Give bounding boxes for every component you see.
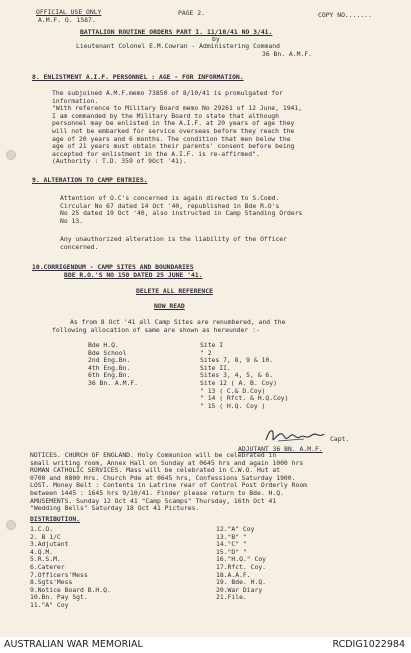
distribution-item: 19. Bde. H.Q.	[216, 578, 267, 587]
camp-unit: 4th Eng.Bn.	[88, 363, 131, 372]
section-8-heading: 8. ENLISTMENT A.I.F. PERSONNEL : AGE - FOR INFORMATION.	[32, 73, 244, 81]
camp-unit: 6th Eng.Bn.	[88, 371, 131, 380]
section-8-body	[52, 90, 302, 166]
handwritten-signature	[264, 426, 326, 446]
distribution-item: 3.Adjutant	[30, 540, 69, 549]
distribution-item: 11."A" Coy	[30, 600, 69, 609]
distribution-item: 18.A.A.F.	[216, 570, 251, 579]
camp-site: " 13 ( C.& D.Coy)	[200, 386, 266, 395]
delete-instruction: DELETE ALL REFERENCE	[136, 287, 213, 295]
camp-unit: Bde School	[88, 348, 127, 357]
section-8-line: age of 20 years and 6 months. The condition that men below the	[52, 134, 291, 143]
archive-name: AUSTRALIAN WAR MEMORIAL	[4, 639, 143, 650]
notice-line: small writing room, Annex Hall on Sunday at 0645 hrs and again 1000 hrs	[30, 458, 304, 467]
distribution-item: 16."H.Q." Coy	[216, 555, 267, 564]
distribution-item: 20.War Diary	[216, 585, 263, 594]
section-8-line: personnel may be enlisted in the A.I.F. at 20 years of age they	[52, 119, 295, 128]
notices-block	[30, 452, 307, 513]
section-10-heading: 10.CORRIGENDUM - CAMP SITES AND BOUNDARIES	[32, 263, 194, 271]
commanding-officer: Lieutenant Colonel E.M.Cowran - Administering Command	[76, 42, 280, 50]
archive-footer	[0, 637, 411, 653]
camp-unit: Bde H.Q.	[88, 341, 119, 349]
distribution-item: 10.Bn. Pay Sgt.	[30, 593, 88, 602]
distribution-heading: DISTRIBUTION.	[30, 515, 81, 523]
header-classification: OFFICIAL USE ONLY	[36, 8, 102, 16]
section-8-line: accepted for enlistment in the A.I.F. is re-affirmed".	[52, 149, 260, 158]
distribution-item: 7.Officers'Mess	[30, 570, 88, 579]
distribution-item: 1.C.O.	[30, 525, 54, 533]
section-9-line: No 25 dated 19 Oct '40, also instructed in Camp Standing Orders	[60, 209, 303, 218]
section-9-liability: Any unauthorized alteration is the liability of the Officer	[60, 235, 288, 243]
orders-by: by	[212, 35, 220, 43]
distribution-item: 5.R.S.M.	[30, 555, 61, 564]
distribution-item: 13."B" "	[216, 532, 247, 541]
notice-line: AMUSEMENTS. Sunday 12 Oct 41 "Camp Scamps" Thursday, 16th Oct 41	[30, 496, 277, 505]
notice-line: NOTICES. CHURCH OF ENGLAND. Holy Communion will be celebrated in	[30, 451, 277, 459]
distribution-item: 4.Q.M.	[30, 547, 54, 556]
section-9-line: No 13.	[60, 216, 84, 225]
renumber-intro: As from 8 Oct '41 all Camp Sites are renumbered, and the	[70, 318, 286, 326]
signature-rank: Capt.	[330, 435, 350, 443]
camp-unit: 2nd Eng.Bn.	[88, 356, 131, 365]
camp-site: Sites 3, 4, 5, & 6.	[200, 371, 274, 380]
camp-site: Site 12 ( A. B. Coy)	[200, 378, 277, 387]
header-reference: A.M.F. O. 1587.	[38, 16, 96, 24]
camp-sites-list	[200, 342, 289, 410]
section-8-line: (Authority : T.D. 359 of 9Oct '41).	[52, 157, 187, 166]
section-8-line: I am commanded by the Military Board to state that although	[52, 111, 280, 120]
distribution-item: 12."A" Coy	[216, 525, 255, 533]
section-9-body	[60, 195, 302, 225]
section-9-line: Circular No 67 dated 14 Oct '40, republished in Bde R.O's	[60, 201, 280, 210]
distribution-item: 8.Sgts'Mess	[30, 578, 73, 587]
section-9-heading: 9. ALTERATION TO CAMP ENTRIES.	[32, 176, 148, 184]
distribution-item: 21.File.	[216, 593, 247, 602]
page-number: PAGE 2.	[178, 9, 205, 17]
section-9-concerned: concerned.	[60, 243, 99, 251]
renumber-intro-cont: following allocation of same are shown as hereunder :-	[52, 326, 260, 334]
camp-site: " 15 ( H.Q. Coy )	[200, 401, 266, 410]
distribution-item: 2. B 1/C	[30, 532, 61, 541]
copy-number: COPY NO.......	[318, 11, 372, 19]
section-9-line: Attention of O.C's concerned is again directed to S.Comd.	[60, 194, 280, 202]
camp-units-list	[88, 342, 138, 388]
distribution-item: 9.Notice Board B.H.Q.	[30, 585, 111, 594]
notice-line: 0700 and 0800 Hrs. Church Pde at 0645 hrs, Confessions Saturday 1900.	[30, 473, 296, 482]
section-10-subheading: BDE R.O.'S NO 150 DATED 25 JUNE '41.	[64, 271, 203, 279]
now-read-label: NOW READ	[154, 302, 185, 310]
notice-line: LOST. Money Belt : Contents in Latrine rear of Control Post Orderly Room	[30, 481, 308, 490]
punch-hole	[6, 520, 16, 530]
notice-line: "Wedding Bells" Saturday 18 Oct 41 Pictures.	[30, 504, 200, 513]
punch-hole	[6, 150, 16, 160]
distribution-item: 6.Caterer	[30, 562, 65, 571]
orders-title: BATTALION ROUTINE ORDERS PART I. 11/10/41 NO 3/41.	[80, 28, 273, 36]
notice-line: ROMAN CATHOLIC SERVICES. Mass will be celebrated in C.W.O. Hut at	[30, 466, 281, 475]
camp-site: Sites 7, 8, 9 & 10.	[200, 356, 274, 365]
camp-site: " 2	[200, 348, 212, 357]
distribution-left-list	[30, 526, 111, 610]
section-8-line: "With reference to Military Board memo No 29261 of 12 June, 1941,	[52, 104, 303, 113]
distribution-right-list	[216, 526, 266, 602]
signature-role: ADJUTANT 36 BN. A.M.F.	[238, 445, 323, 453]
section-8-line: age of 21 years must obtain their parents' consent before being	[52, 142, 295, 151]
unit-name: 36 Bn. A.M.F.	[262, 50, 313, 58]
archive-record-id: RCDIG1022984	[332, 639, 405, 650]
distribution-item: 17.Rfct. Coy.	[216, 562, 267, 571]
notice-line: between 1445 : 1645 hrs 9/10/41. Finder please return to Bde. H.Q.	[30, 488, 284, 497]
camp-site: Site I	[200, 341, 224, 349]
camp-unit: 36 Bn. A.M.F.	[88, 378, 139, 387]
distribution-item: 15."D" "	[216, 547, 247, 556]
section-8-line: information.	[52, 96, 99, 105]
distribution-item: 14."C" "	[216, 540, 247, 549]
section-8-line: The subjoined A.M.F.memo 73850 of 8/10/41 is promulgated for	[52, 89, 283, 97]
camp-site: Site II.	[200, 363, 231, 372]
camp-site: " 14 ( Rfct. & H.Q.Coy)	[200, 394, 289, 403]
section-8-line: will not be embarked for service overseas before they reach the	[52, 126, 295, 135]
